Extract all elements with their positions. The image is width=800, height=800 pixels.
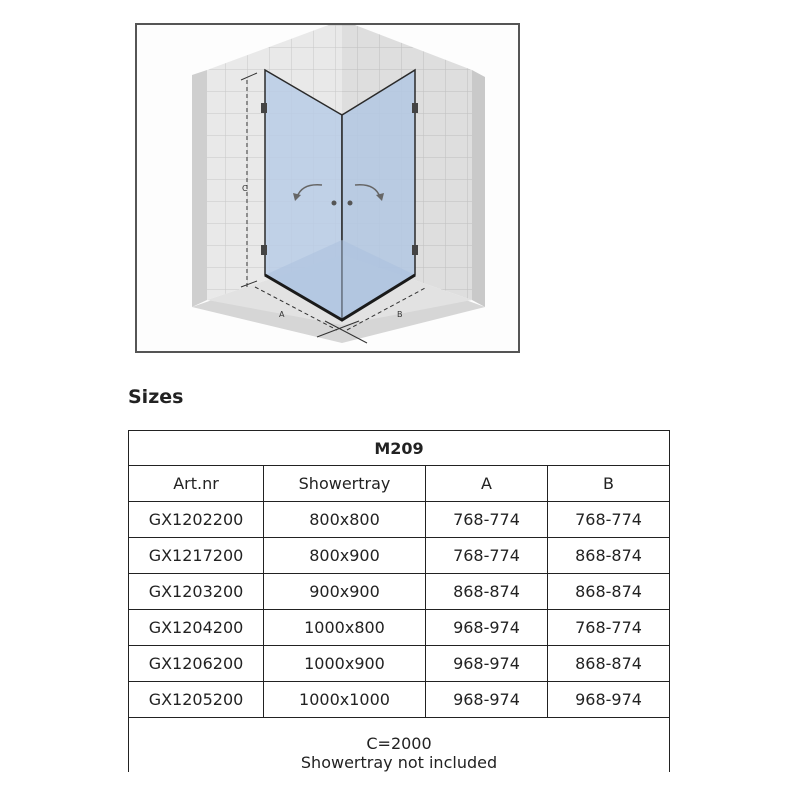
b-cell: 868-874: [548, 646, 670, 682]
b-cell: 968-974: [548, 682, 670, 718]
a-cell: 768-774: [426, 502, 548, 538]
showertray-cell: 1000x800: [264, 610, 426, 646]
showertray-cell: 800x800: [264, 502, 426, 538]
sizes-table: [128, 430, 670, 772]
a-cell: 868-874: [426, 574, 548, 610]
showertray-cell: 800x900: [264, 538, 426, 574]
table-row: [129, 502, 670, 538]
table-row: [129, 574, 670, 610]
table-row: [129, 538, 670, 574]
height-note: C=2000: [366, 734, 432, 753]
footer-row: [129, 718, 670, 773]
dimension-b-label: B: [397, 310, 403, 319]
table-row: [129, 646, 670, 682]
art-nr-cell: GX1203200: [129, 574, 264, 610]
art-nr-cell: GX1204200: [129, 610, 264, 646]
dimension-a-label: A: [279, 310, 285, 319]
b-cell: 868-874: [548, 538, 670, 574]
table-row: [129, 610, 670, 646]
art-nr-cell: GX1202200: [129, 502, 264, 538]
dimension-c-label: C: [242, 184, 248, 193]
art-nr-cell: GX1205200: [129, 682, 264, 718]
col-header-art-nr: Art.nr: [129, 466, 264, 502]
showertray-cell: 1000x1000: [264, 682, 426, 718]
shower-diagram: [135, 23, 520, 353]
a-cell: 768-774: [426, 538, 548, 574]
art-nr-cell: GX1206200: [129, 646, 264, 682]
sizes-heading: Sizes: [128, 386, 184, 408]
b-cell: 868-874: [548, 574, 670, 610]
showertray-note: Showertray not included: [300, 753, 498, 772]
a-cell: 968-974: [426, 682, 548, 718]
b-cell: 768-774: [548, 502, 670, 538]
col-header-a: A: [426, 466, 548, 502]
footer-cell: [129, 718, 670, 773]
a-cell: 968-974: [426, 610, 548, 646]
showertray-cell: 1000x900: [264, 646, 426, 682]
table-row: [129, 682, 670, 718]
model-title: M209: [129, 431, 670, 466]
showertray-cell: 900x900: [264, 574, 426, 610]
b-cell: 768-774: [548, 610, 670, 646]
art-nr-cell: GX1217200: [129, 538, 264, 574]
a-cell: 968-974: [426, 646, 548, 682]
header-row: [129, 466, 670, 502]
col-header-showertray: Showertray: [264, 466, 426, 502]
col-header-b: B: [548, 466, 670, 502]
